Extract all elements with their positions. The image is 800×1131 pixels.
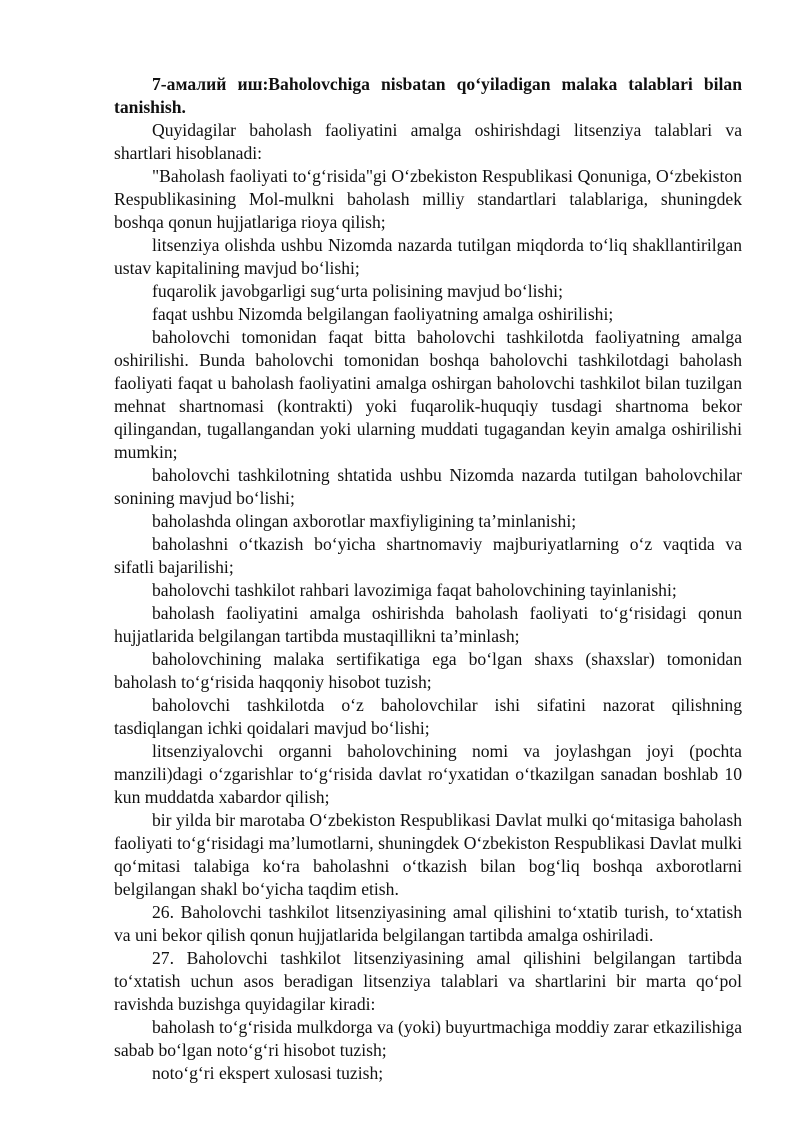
paragraph: 26. Baholovchi tashkilot litsenziyasining amal qilishini to‘xtatib turish, to‘xtatish va uni bekor qilish qonun hujjatlarida belgilangan tartibda amalga oshiriladi.: [114, 902, 742, 945]
paragraph: baholovchi tashkilotda o‘z baholovchilar ishi sifatini nazorat qilishning tasdiqlangan ichki qoidalari mavjud bo‘lishi;: [114, 695, 742, 738]
paragraph: baholovchi tomonidan faqat bitta baholovchi tashkilotda faoliyatning amalga oshirilishi. Bunda baholovchi tomonidan boshqa baholovchi tashkilotdagi baholash faoliyati faqat u baholash faoliyatini amalga oshirgan baholovchi tashkilot bilan tuzilgan mehnat shartnomasi (kontrakti) yoki fuqarolik-huquqiy tusdagi shartnoma bekor qilingandan, tugallangandan yoki ularning muddati tugagandan keyin amalga oshirilishi mumkin;: [114, 327, 742, 462]
paragraph: faqat ushbu Nizomda belgilangan faoliyatning amalga oshirilishi;: [152, 304, 614, 324]
paragraph: fuqarolik javobgarligi sug‘urta polisining mavjud bo‘lishi;: [152, 281, 563, 301]
paragraph: baholashni o‘tkazish bo‘yicha shartnomaviy majburiyatlarning o‘z vaqtida va sifatli bajarilishi;: [114, 534, 742, 577]
paragraph: 27. Baholovchi tashkilot litsenziyasining amal qilishini belgilangan tartibda to‘xtatish uchun asos beradigan litsenziya talablari va shartlarini bir marta qo‘pol ravishda buzishga quyidagilar kiradi:: [114, 948, 742, 1014]
paragraph: litsenziya olishda ushbu Nizomda nazarda tutilgan miqdorda to‘liq shakllantirilgan ustav kapitalining mavjud bo‘lishi;: [114, 235, 742, 278]
paragraph: "Baholash faoliyati to‘g‘risida"gi O‘zbekiston Respublikasi Qonuniga, O‘zbekiston Respublikasining Mol-mulkni baholash milliy standartlari talablariga, shuningdek boshqa qonun hujjatlariga rioya qilish;: [114, 166, 742, 232]
document-heading: 7-амалий иш:Baholovchiga nisbatan qo‘yiladigan malaka talablari bilan tanishish.: [114, 74, 742, 117]
paragraph: bir yilda bir marotaba O‘zbekiston Respublikasi Davlat mulki qo‘mitasiga baholash faoliyati to‘g‘risidagi ma’lumotlarni, shuningdek O‘zbekiston Respublikasi Davlat mulki qo‘mitasi talabiga ko‘ra baholashni o‘tkazish bilan bog‘liq boshqa axborotlarni belgilangan shakl bo‘yicha taqdim etish.: [114, 810, 742, 899]
paragraph: Quyidagilar baholash faoliyatini amalga oshirishdagi litsenziya talablari va shartlari hisoblanadi:: [114, 120, 742, 163]
paragraph: noto‘g‘ri ekspert xulosasi tuzish;: [152, 1063, 384, 1083]
paragraph: baholovchi tashkilot rahbari lavozimiga faqat baholovchining tayinlanishi;: [152, 580, 677, 600]
paragraph: baholovchi tashkilotning shtatida ushbu Nizomda nazarda tutilgan baholovchilar sonining mavjud bo‘lishi;: [114, 465, 742, 508]
paragraph: litsenziyalovchi organni baholovchining nomi va joylashgan joyi (pochta manzili)dagi o‘zgarishlar to‘g‘risida davlat ro‘yxatidan o‘tkazilgan sanadan boshlab 10 kun muddatda xabardor qilish;: [114, 741, 742, 807]
paragraph: baholash faoliyatini amalga oshirishda baholash faoliyati to‘g‘risidagi qonun hujjatlarida belgilangan tartibda mustaqillikni ta’minlash;: [114, 603, 742, 646]
document-page: [114, 73, 742, 1085]
paragraph: baholovchining malaka sertifikatiga ega bo‘lgan shaxs (shaxslar) tomonidan baholash to‘g‘risida haqqoniy hisobot tuzish;: [114, 649, 742, 692]
paragraph: baholash to‘g‘risida mulkdorga va (yoki) buyurtmachiga moddiy zarar etkazilishiga sabab bo‘lgan noto‘g‘ri hisobot tuzish;: [114, 1017, 742, 1060]
paragraph: baholashda olingan axborotlar maxfiyligining ta’minlanishi;: [152, 511, 577, 531]
